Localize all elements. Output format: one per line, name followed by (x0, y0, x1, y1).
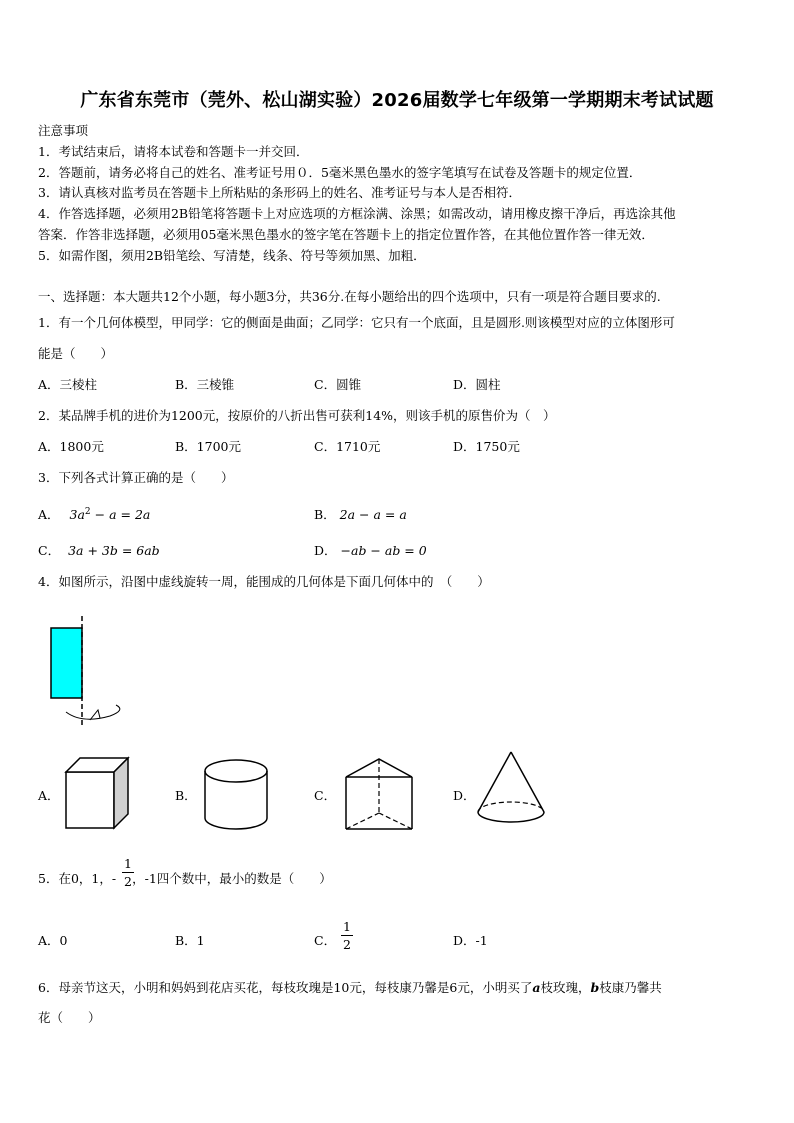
q5-frac-num: 1 (124, 856, 132, 871)
q4-option-d-label: D． (453, 788, 476, 803)
q5-stem-post: ，-1四个数中，最小的数是（ ） (132, 871, 332, 886)
q4-option-b-label: B． (175, 788, 197, 803)
q5-c-num: 1 (343, 919, 351, 934)
question-1-stem: 1．有一个几何体模型，甲同学：它的侧面是曲面；乙同学：它只有一个底面，且是圆形.则该模型对应的立体图形可 (38, 315, 675, 330)
notice-item: 5．如需作图，须用2B铅笔绘、写清楚，线条、符号等须加黑、加粗． (38, 248, 426, 263)
q5-c-den: 2 (343, 937, 351, 952)
q5-frac-den: 2 (124, 874, 132, 889)
question-6-stem-cont: 花（ ） (38, 1010, 101, 1025)
q1-option-a: A．三棱柱 (38, 377, 98, 392)
q5-option-c: C． (314, 933, 337, 948)
rotation-figure (40, 614, 140, 736)
q3-option-b-label: B． (314, 507, 336, 522)
q6-stem-post: 枝康乃馨共 (599, 980, 662, 995)
q6-var-b: b (590, 980, 600, 995)
question-5-stem (38, 869, 332, 887)
rectangle-shape (51, 628, 82, 698)
question-6-stem (38, 978, 662, 996)
q5-option-b: B．1 (175, 933, 205, 948)
question-4-stem: 4．如图所示，沿图中虚线旋转一周，能围成的几何体是下面几何体中的 （ ） (38, 574, 490, 589)
q2-option-a: A．1800元 (38, 439, 104, 454)
q3-option-b-expr: 2a − a = a (339, 507, 407, 522)
q6-var-a: a (532, 980, 541, 995)
cone-icon (476, 750, 548, 830)
q4-option-a-label: A． (38, 788, 60, 803)
notice-item: 1．考试结束后，请将本试卷和答题卡一并交回． (38, 144, 309, 159)
q4-option-c-label: C． (314, 788, 337, 803)
notice-item: 2．答题前，请务必将自己的姓名、准考证号用０．5毫米黑色墨水的签字笔填写在试卷及答题卡的规定位置． (38, 165, 642, 180)
q3-option-d (314, 541, 427, 559)
notice-item: 4．作答选择题，必须用2B铅笔将答题卡上对应选项的方框涂满、涂黑；如需改动，请用橡皮擦干净后，再选涂其他 (38, 206, 676, 221)
triangular-prism-icon (344, 757, 416, 833)
q3-option-d-expr: −ab − ab = 0 (340, 543, 427, 558)
q5-option-d: D．-1 (453, 933, 488, 948)
q6-stem-mid: 枝玫瑰， (540, 980, 591, 995)
q3-option-d-label: D． (314, 543, 337, 558)
q5-option-c-fraction (340, 919, 354, 952)
q3-option-a-expr-rest: − a = 2a (90, 507, 151, 522)
q1-option-b: B．三棱锥 (175, 377, 235, 392)
cylinder-icon (203, 758, 273, 834)
q3-option-c (38, 541, 160, 559)
q2-option-c: C．1710元 (314, 439, 381, 454)
notice-heading: 注意事项 (38, 123, 89, 138)
question-1-stem-cont: 能是（ ） (38, 346, 114, 361)
question-2-stem: 2．某品牌手机的进价为1200元，按原价的八折出售可获利14%，则该手机的原售价为（ ） (38, 408, 556, 423)
q5-option-a: A．0 (38, 933, 68, 948)
q1-option-c: C．圆锥 (314, 377, 362, 392)
notice-item: 答案．作答非选择题，必须用05毫米黑色墨水的签字笔在答题卡上的指定位置作答，在其他位置作答一律无效． (38, 227, 654, 242)
q3-option-a-label: A． (38, 507, 60, 522)
section-heading: 一、选择题：本大题共12个小题，每小题3分，共36分.在每小题给出的四个选项中，只有一项是符合题目要求的. (38, 289, 661, 304)
q3-option-a-exponent: 2 (84, 506, 91, 517)
q2-option-d: D．1750元 (453, 439, 520, 454)
q6-stem-pre: 6．母亲节这天，小明和妈妈到花店买花，每枝玫瑰是10元，每枝康乃馨是6元，小明买了 (38, 980, 533, 995)
q3-option-a-expr-base: 3a (69, 507, 85, 522)
exam-title: 广东省东莞市（莞外、松山湖实验）2026届数学七年级第一学期期末考试试题 (80, 90, 714, 111)
q2-option-b: B．1700元 (175, 439, 241, 454)
q3-option-a (38, 505, 150, 523)
q3-option-c-label: C． (38, 543, 61, 558)
q5-fraction (121, 856, 135, 889)
q3-option-b (314, 505, 407, 523)
question-3-stem: 3．下列各式计算正确的是（ ） (38, 470, 234, 485)
cube-icon (64, 756, 134, 832)
q3-option-c-expr: 3a + 3b = 6ab (68, 543, 160, 558)
q1-option-d: D．圆柱 (453, 377, 501, 392)
q5-stem-pre: 5．在0，1，- (38, 871, 117, 886)
notice-item: 3．请认真核对监考员在答题卡上所粘贴的条形码上的姓名、准考证号与本人是否相符． (38, 185, 521, 200)
